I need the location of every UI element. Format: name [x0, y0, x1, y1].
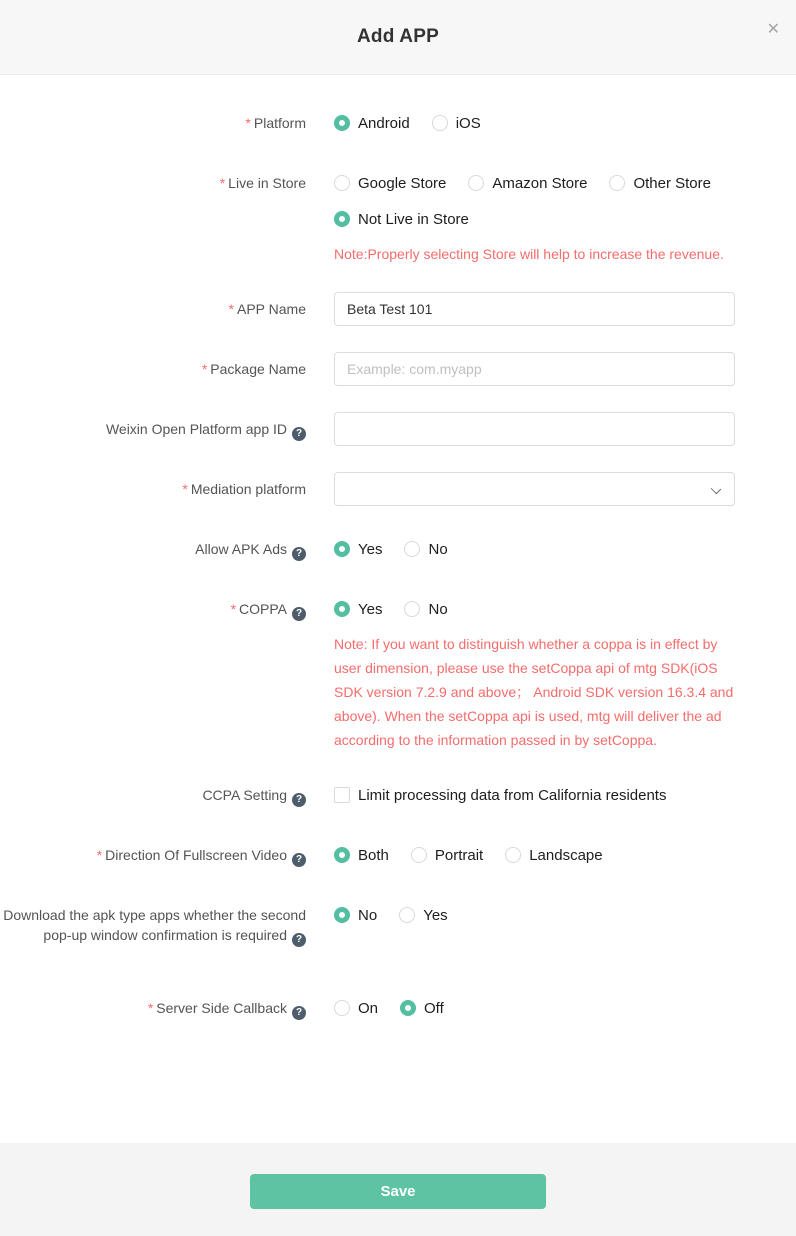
- radio-option-apk-ads-no[interactable]: [404, 541, 447, 558]
- radio-label: No: [428, 540, 448, 558]
- server-side-callback-label: * Server Side Callback ?: [0, 991, 306, 1025]
- radio-selected-icon[interactable]: [400, 1000, 416, 1016]
- coppa-note: Note: If you want to distinguish whether a coppa is in effect by user dimension, please use the setCoppa api of mtg SDK(iOS SDK version 7.2.9 and above； Android SDK version 16.3.4 and above). When the setCoppa api is used, mtg will deliver the ad according to the information passed in by setCoppa.: [334, 636, 734, 748]
- weixin-app-id-label: Weixin Open Platform app ID ?: [0, 412, 306, 446]
- radio-icon[interactable]: [334, 1000, 350, 1016]
- required-asterisk: *: [245, 115, 251, 131]
- save-button[interactable]: Save: [250, 1174, 546, 1209]
- row-server-side-callback: [0, 991, 796, 1025]
- help-icon[interactable]: ?: [292, 1006, 306, 1020]
- required-asterisk: *: [182, 481, 188, 497]
- radio-label: Android: [358, 114, 410, 132]
- radio-label: Amazon Store: [492, 174, 588, 192]
- ccpa-checkbox-option[interactable]: [334, 787, 666, 804]
- live-in-store-label: * Live in Store: [219, 175, 306, 191]
- platform-label: * Platform: [245, 115, 306, 131]
- allow-apk-ads-label: Allow APK Ads ?: [0, 532, 306, 566]
- radio-option-callback-on[interactable]: [334, 1000, 378, 1017]
- row-mediation-platform: [0, 472, 796, 506]
- package-name-label: * Package Name: [201, 361, 306, 377]
- row-direction-fullscreen-video: [0, 838, 796, 872]
- chevron-down-icon: [711, 484, 721, 494]
- checkbox-label: Limit processing data from California residents: [358, 786, 667, 804]
- radio-icon[interactable]: [609, 175, 625, 191]
- help-icon[interactable]: ?: [292, 793, 306, 807]
- radio-label: Portrait: [434, 846, 484, 864]
- add-app-form: [0, 75, 796, 1143]
- radio-option-apk-ads-yes[interactable]: [334, 541, 382, 558]
- radio-label: Other Store: [633, 174, 711, 192]
- radio-selected-icon[interactable]: [334, 907, 350, 923]
- radio-selected-icon[interactable]: [334, 601, 350, 617]
- radio-option-google-store[interactable]: [334, 175, 446, 192]
- mediation-platform-select[interactable]: [334, 472, 735, 506]
- radio-icon[interactable]: [468, 175, 484, 191]
- radio-label: Both: [358, 846, 389, 864]
- row-app-name: [0, 292, 796, 326]
- required-asterisk: *: [147, 1000, 154, 1016]
- radio-option-coppa-yes[interactable]: [334, 601, 382, 618]
- required-asterisk: *: [228, 301, 234, 317]
- page-title: Add APP: [357, 26, 439, 47]
- radio-icon[interactable]: [404, 541, 420, 557]
- row-platform: [0, 106, 796, 140]
- radio-option-coppa-no[interactable]: [404, 601, 447, 618]
- row-package-name: [0, 352, 796, 386]
- row-coppa: [0, 592, 796, 752]
- radio-label: iOS: [455, 114, 481, 132]
- radio-label: Yes: [358, 540, 383, 558]
- direction-label: * Direction Of Fullscreen Video ?: [0, 838, 306, 872]
- radio-icon[interactable]: [334, 175, 350, 191]
- radio-selected-icon[interactable]: [334, 115, 350, 131]
- dialog-header: [0, 0, 796, 75]
- close-icon[interactable]: ✕: [766, 21, 780, 38]
- required-asterisk: *: [96, 847, 103, 863]
- radio-label: No: [428, 600, 448, 618]
- radio-option-ios[interactable]: [432, 115, 481, 132]
- help-icon[interactable]: ?: [292, 427, 306, 441]
- radio-icon[interactable]: [411, 847, 427, 863]
- radio-option-download-yes[interactable]: [399, 907, 447, 924]
- radio-icon[interactable]: [505, 847, 521, 863]
- radio-option-amazon-store[interactable]: [468, 175, 587, 192]
- row-live-in-store: [0, 166, 796, 266]
- help-icon[interactable]: ?: [292, 853, 306, 867]
- dialog-footer: [0, 1143, 796, 1236]
- mediation-platform-label: * Mediation platform: [182, 481, 306, 497]
- app-name-label: * APP Name: [228, 301, 306, 317]
- radio-icon[interactable]: [432, 115, 448, 131]
- radio-icon[interactable]: [399, 907, 415, 923]
- radio-label: Yes: [358, 600, 383, 618]
- row-weixin-app-id: [0, 412, 796, 446]
- radio-option-not-live-in-store[interactable]: [334, 211, 469, 228]
- row-ccpa-setting: [0, 778, 796, 812]
- package-name-input[interactable]: [334, 352, 735, 386]
- help-icon[interactable]: ?: [292, 547, 306, 561]
- radio-option-callback-off[interactable]: [400, 1000, 444, 1017]
- help-icon[interactable]: ?: [292, 607, 306, 621]
- ccpa-setting-label: CCPA Setting ?: [0, 778, 306, 812]
- radio-label: Google Store: [358, 174, 447, 192]
- radio-label: Landscape: [529, 846, 603, 864]
- radio-label: Yes: [423, 906, 448, 924]
- coppa-label: * COPPA ?: [0, 592, 306, 752]
- radio-label: Not Live in Store: [358, 210, 469, 228]
- radio-option-android[interactable]: [334, 115, 410, 132]
- checkbox-icon[interactable]: [334, 787, 350, 803]
- radio-option-landscape[interactable]: [505, 847, 602, 864]
- radio-option-other-store[interactable]: [609, 175, 711, 192]
- help-icon[interactable]: ?: [292, 933, 306, 947]
- weixin-app-id-input[interactable]: [334, 412, 735, 446]
- required-asterisk: *: [230, 601, 237, 617]
- app-name-input[interactable]: [334, 292, 735, 326]
- required-asterisk: *: [201, 361, 208, 377]
- radio-option-both[interactable]: [334, 847, 389, 864]
- radio-option-portrait[interactable]: [411, 847, 483, 864]
- radio-label: On: [358, 999, 379, 1017]
- radio-label: No: [358, 906, 378, 924]
- radio-selected-icon[interactable]: [334, 211, 350, 227]
- store-note: Note:Properly selecting Store will help to increase the revenue.: [334, 246, 724, 262]
- radio-selected-icon[interactable]: [334, 541, 350, 557]
- required-asterisk: *: [219, 175, 226, 191]
- radio-selected-icon[interactable]: [334, 847, 350, 863]
- row-download-confirmation: [0, 898, 796, 947]
- row-allow-apk-ads: [0, 532, 796, 566]
- radio-label: Off: [424, 999, 444, 1017]
- radio-option-download-no[interactable]: [334, 907, 377, 924]
- radio-icon[interactable]: [404, 601, 420, 617]
- download-confirmation-label: Download the apk type apps whether the second pop-up window confirmation is required ?: [3, 907, 306, 945]
